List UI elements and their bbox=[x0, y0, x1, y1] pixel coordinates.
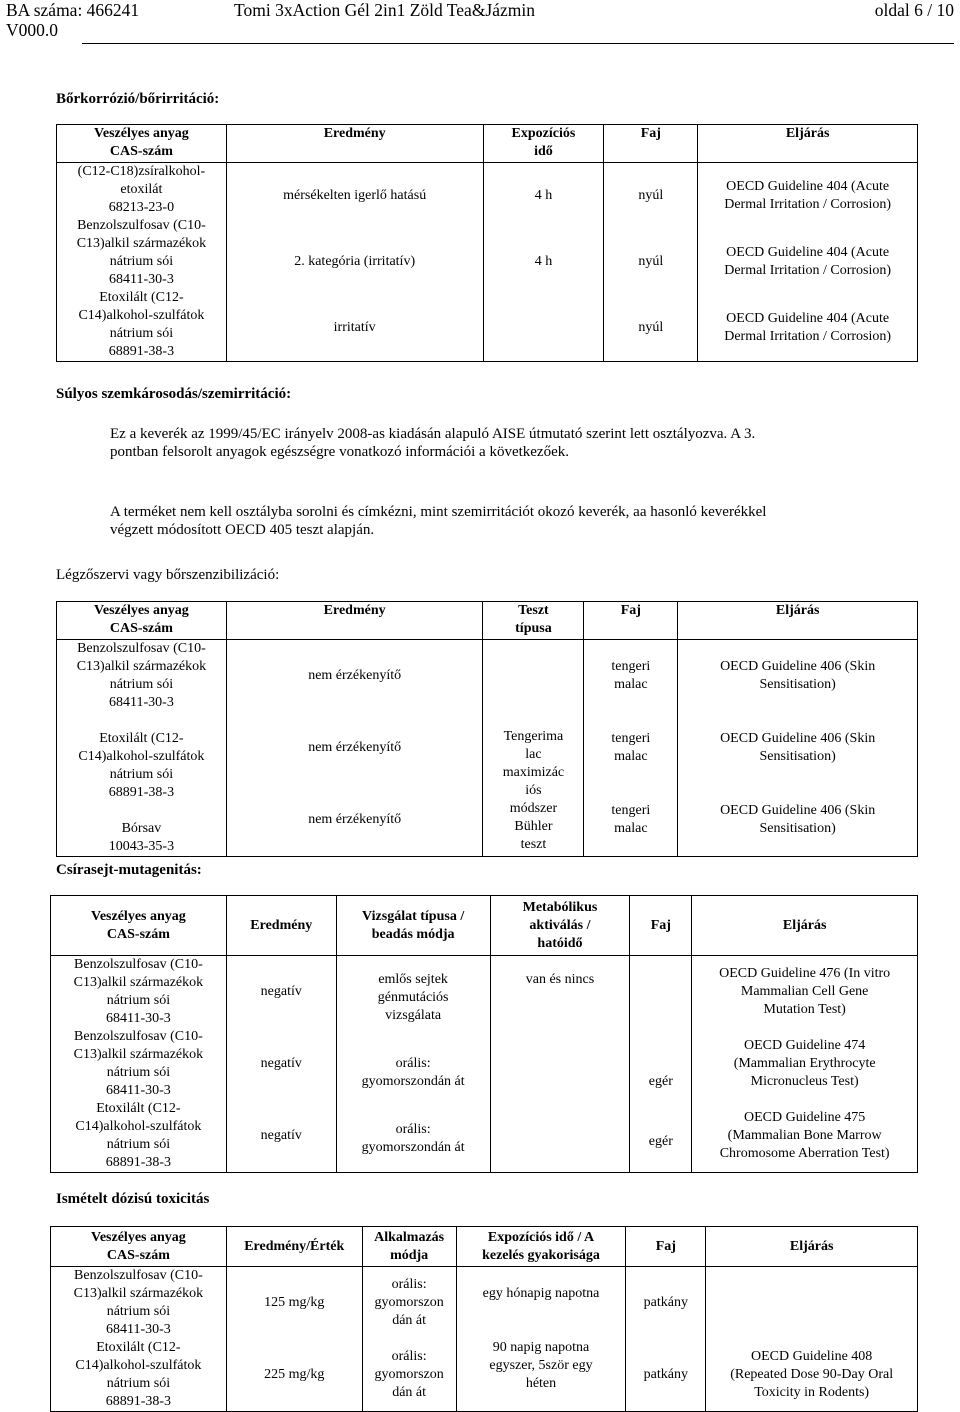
skin-table bbox=[56, 124, 918, 362]
test-type-cell bbox=[483, 640, 584, 857]
document-number: BA száma: 466241 bbox=[6, 0, 140, 20]
table-cell: nem érzékenyítő bbox=[308, 812, 402, 827]
table-cell: egér bbox=[648, 1134, 673, 1149]
col-header-result: Eredmény bbox=[226, 602, 483, 640]
table-cell: OECD Guideline 475 (Mammalian Bone Marrow Chromosome Aberration Test) bbox=[719, 1110, 890, 1161]
col-header-test-type: Vizsgálat típusa / beadás módja bbox=[336, 896, 490, 956]
table-cell bbox=[491, 1019, 630, 1073]
result-cell bbox=[226, 163, 483, 362]
paragraph-line: Ez a keverék az 1999/45/EC irányelv 2008-as kiadásán alapuló AISE útmutató szerint lett osztályozva. A 3. bbox=[110, 426, 756, 442]
col-header-test-type: Teszt típusa bbox=[483, 602, 584, 640]
table-cell: egy hónapig napotna bbox=[482, 1286, 600, 1301]
section-title-mutagenicity: Csírasejt-mutagenitás: bbox=[56, 862, 202, 878]
exposure-cell bbox=[483, 163, 604, 362]
table-cell: 4 h bbox=[534, 254, 553, 269]
table-cell: OECD Guideline 406 (Skin Sensitisation) bbox=[720, 659, 876, 692]
table-cell: negatív bbox=[260, 1128, 302, 1143]
species-cell bbox=[584, 640, 678, 857]
version: V000.0 bbox=[6, 20, 59, 40]
sensitisation-table bbox=[56, 601, 918, 857]
section-title-sensitisation: Légzőszervi vagy bőrszenzibilizáció: bbox=[56, 567, 280, 583]
col-header-result: Eredmény bbox=[226, 896, 336, 956]
substance-list: Benzolszulfosav (C10- C13)alkil származékok nátrium sói 68411-30-3 Etoxilált (C12- C14)alkohol-szulfátok nátrium sói 68891-38-3 Bórsav 10043-35-3 bbox=[57, 640, 227, 857]
table-cell bbox=[483, 658, 583, 676]
method-cell bbox=[698, 163, 918, 362]
paragraph-line: pontban felsorolt anyagok egészségre vonatkozó információi a következőek. bbox=[110, 444, 570, 460]
section-title-repeated-dose: Ismételt dózisú toxicitás bbox=[56, 1191, 210, 1207]
table-cell: OECD Guideline 474 (Mammalian Erythrocyte Micronucleus Test) bbox=[733, 1038, 876, 1089]
col-header-result: Eredmény/Érték bbox=[226, 1227, 362, 1267]
table-cell: patkány bbox=[643, 1367, 688, 1382]
table-cell bbox=[706, 1276, 917, 1330]
product-title: Tomi 3xAction Gél 2in1 Zöld Tea&Jázmin bbox=[234, 0, 535, 20]
paragraph-line: végzett módosított OECD 405 teszt alapján. bbox=[110, 522, 375, 538]
table-cell: egér bbox=[648, 1074, 673, 1089]
col-header-result: Eredmény bbox=[226, 125, 483, 163]
table-cell: mérsékelten igerlő hatású bbox=[283, 188, 427, 203]
table-cell: orális: gyomorszon dán át bbox=[374, 1349, 444, 1400]
table-cell: patkány bbox=[643, 1295, 688, 1310]
table-cell: nyúl bbox=[638, 254, 664, 269]
eye-paragraph-2 bbox=[110, 503, 930, 539]
result-cell bbox=[226, 640, 483, 857]
table-cell: nyúl bbox=[638, 320, 664, 335]
table-cell: OECD Guideline 406 (Skin Sensitisation) bbox=[720, 803, 876, 836]
substance-list: Benzolszulfosav (C10- C13)alkil származékok nátrium sói 68411-30-3 Etoxilált (C12- C14)alkohol-szulfátok nátrium sói 68891-38-3 bbox=[51, 1267, 227, 1412]
repeated-dose-table bbox=[50, 1226, 918, 1412]
test-type-cell bbox=[336, 956, 490, 1173]
col-header-method: Eljárás bbox=[706, 1227, 918, 1267]
table-cell: 2. kategória (irritatív) bbox=[294, 254, 416, 269]
table-cell: OECD Guideline 406 (Skin Sensitisation) bbox=[720, 731, 876, 764]
substance-list: Benzolszulfosav (C10- C13)alkil származékok nátrium sói 68411-30-3 Benzolszulfosav (C10- C13)alkil származékok nátrium sói 68411-30-3 Etoxilált (C12- C14)alkohol-szulfátok nátrium sói 68891-38-3 bbox=[51, 956, 227, 1173]
eye-paragraph-1 bbox=[110, 425, 930, 461]
col-header-activation: Metabólikus aktiválás / hatóidő bbox=[490, 896, 630, 956]
section-title-skin: Bőrkorrózió/bőrirritáció: bbox=[56, 91, 220, 107]
col-header-method: Eljárás bbox=[678, 602, 918, 640]
table-cell bbox=[484, 319, 604, 337]
col-header-method: Eljárás bbox=[692, 896, 918, 956]
table-cell: OECD Guideline 476 (In vitro Mammalian Cell Gene Mutation Test) bbox=[719, 966, 891, 1017]
col-header-substance: Veszélyes anyag CAS-szám bbox=[57, 602, 227, 640]
table-cell: OECD Guideline 404 (Acute Dermal Irritation / Corrosion) bbox=[724, 179, 892, 212]
table-cell: van és nincs bbox=[525, 972, 595, 987]
table-cell: Tengerima lac maximizác iós módszer bbox=[502, 729, 565, 816]
result-cell bbox=[226, 956, 336, 1173]
col-header-species: Faj bbox=[630, 896, 692, 956]
table-cell: nem érzékenyítő bbox=[308, 740, 402, 755]
table-cell: negatív bbox=[260, 1056, 302, 1071]
table-cell: Bühler teszt bbox=[514, 819, 553, 852]
species-cell bbox=[604, 163, 698, 362]
method-cell bbox=[678, 640, 918, 857]
table-cell: OECD Guideline 408 (Repeated Dose 90-Day Oral Toxicity in Rodents) bbox=[730, 1349, 894, 1400]
table-cell: nem érzékenyítő bbox=[308, 668, 402, 683]
result-cell bbox=[226, 1267, 362, 1412]
table-cell: 90 napig napotna egyszer, 5ször egy héten bbox=[489, 1340, 593, 1391]
header-rule bbox=[82, 43, 954, 44]
col-header-species: Faj bbox=[604, 125, 698, 163]
table-cell: OECD Guideline 404 (Acute Dermal Irritation / Corrosion) bbox=[724, 245, 892, 278]
col-header-species: Faj bbox=[626, 1227, 706, 1267]
table-cell: OECD Guideline 404 (Acute Dermal Irritation / Corrosion) bbox=[724, 311, 892, 344]
col-header-exposure: Expozíciós idő bbox=[483, 125, 604, 163]
table-cell: tengeri malac bbox=[611, 659, 651, 692]
species-cell bbox=[630, 956, 692, 1173]
route-cell bbox=[362, 1267, 456, 1412]
substance-list: (C12-C18)zsíralkohol- etoxilát 68213-23-0 Benzolszulfosav (C10- C13)alkil származékok nátrium sói 68411-30-3 Etoxilált (C12- C14)alkohol-szulfátok nátrium sói 68891-38-3 bbox=[57, 163, 227, 362]
col-header-route: Alkalmazás módja bbox=[362, 1227, 456, 1267]
method-cell bbox=[706, 1267, 918, 1412]
table-cell: tengeri malac bbox=[611, 731, 651, 764]
col-header-substance: Veszélyes anyag CAS-szám bbox=[57, 125, 227, 163]
col-header-substance: Veszélyes anyag CAS-szám bbox=[51, 896, 227, 956]
table-cell: 4 h bbox=[534, 188, 553, 203]
table-cell bbox=[491, 1103, 630, 1157]
table-cell: orális: gyomorszon dán át bbox=[374, 1277, 444, 1328]
col-header-species: Faj bbox=[584, 602, 678, 640]
table-cell: 225 mg/kg bbox=[264, 1367, 325, 1382]
col-header-exposure: Expozíciós idő / A kezelés gyakorisága bbox=[456, 1227, 626, 1267]
table-cell: irritatív bbox=[333, 320, 376, 335]
paragraph-line: A terméket nem kell osztályba sorolni és címkézni, mint szemirritációt okozó keverék, aa hasonló keverékkel bbox=[110, 504, 767, 520]
section-title-eye: Súlyos szemkárosodás/szemirritáció: bbox=[56, 386, 292, 402]
page-number: oldal 6 / 10 bbox=[874, 0, 954, 20]
method-cell bbox=[692, 956, 918, 1173]
table-cell: nyúl bbox=[638, 188, 664, 203]
table-cell: emlős sejtek génmutációs vizsgálata bbox=[377, 972, 449, 1023]
table-cell bbox=[630, 977, 691, 1031]
mutagenicity-table bbox=[50, 895, 918, 1173]
exposure-cell bbox=[456, 1267, 626, 1412]
col-header-substance: Veszélyes anyag CAS-szám bbox=[51, 1227, 227, 1267]
table-cell: 125 mg/kg bbox=[264, 1295, 325, 1310]
table-cell: tengeri malac bbox=[611, 803, 651, 836]
table-cell: orális: gyomorszondán át bbox=[361, 1056, 465, 1089]
table-cell: negatív bbox=[260, 984, 302, 999]
col-header-method: Eljárás bbox=[698, 125, 918, 163]
species-cell bbox=[626, 1267, 706, 1412]
activation-cell bbox=[490, 956, 630, 1173]
table-cell: orális: gyomorszondán át bbox=[361, 1122, 465, 1155]
